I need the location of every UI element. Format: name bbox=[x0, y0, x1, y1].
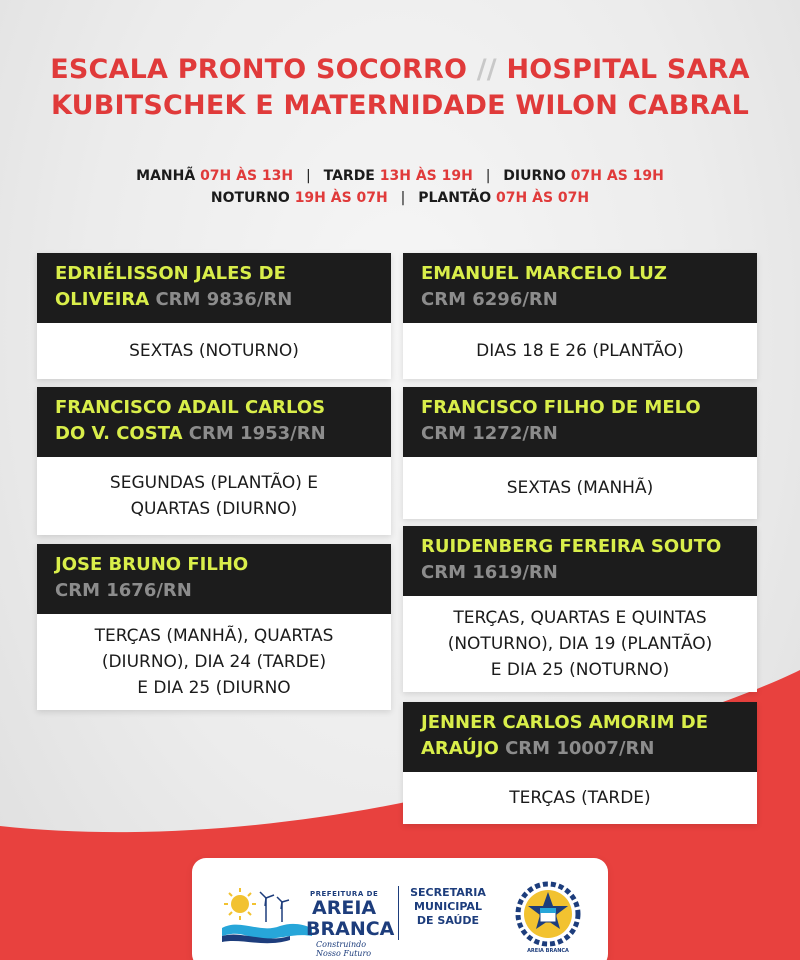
doctor-name: OLIVEIRA bbox=[55, 289, 150, 310]
municipal-coat-of-arms-icon bbox=[512, 876, 584, 954]
shift-tarde-time: 13H ÀS 19H bbox=[379, 168, 473, 184]
doctor-name: EDRIÉLISSON JALES DE bbox=[55, 263, 286, 284]
doctor-card bbox=[403, 702, 757, 824]
prefeitura-logo bbox=[220, 878, 395, 958]
doctor-name: RUIDENBERG FEREIRA SOUTO bbox=[421, 536, 722, 557]
doctor-card bbox=[37, 544, 391, 710]
shift-manha-time: 07H ÀS 13H bbox=[200, 168, 294, 184]
doctor-name: JENNER CARLOS AMORIM DE bbox=[421, 712, 709, 733]
doctor-crm: CRM 1619/RN bbox=[421, 562, 558, 583]
logo-slogan: Construindo Nosso Futuro bbox=[316, 940, 372, 958]
emblem-label: AREIA BRANCA bbox=[527, 948, 569, 954]
doctor-crm: CRM 9836/RN bbox=[155, 289, 293, 310]
shift-legend bbox=[0, 165, 800, 209]
page-title bbox=[0, 52, 800, 124]
shift-diurno-label: DIURNO bbox=[503, 168, 566, 184]
shift-noturno-label: NOTURNO bbox=[210, 190, 290, 206]
doctor-card bbox=[37, 387, 391, 535]
doctor-card-header bbox=[403, 387, 757, 457]
doctor-crm: CRM 1272/RN bbox=[421, 423, 558, 444]
title-line-2: KUBITSCHEK E MATERNIDADE WILON CABRAL bbox=[50, 90, 749, 121]
doctor-name: DO V. COSTA bbox=[55, 423, 183, 444]
doctor-schedule: TERÇAS (MANHÃ), QUARTAS (DIURNO), DIA 24 (TARDE) E DIA 25 (DIURNO bbox=[37, 614, 391, 710]
title-line-1: ESCALA PRONTO SOCORRO // HOSPITAL SARA bbox=[50, 54, 750, 85]
shift-legend-line-1 bbox=[0, 165, 800, 187]
doctor-name: ARAÚJO bbox=[421, 738, 499, 759]
doctor-card bbox=[403, 253, 757, 379]
shift-diurno-time: 07H AS 19H bbox=[570, 168, 664, 184]
shift-separator: | bbox=[306, 168, 311, 184]
doctor-card-header bbox=[403, 253, 757, 323]
doctor-schedule: SEGUNDAS (PLANTÃO) E QUARTAS (DIURNO) bbox=[37, 457, 391, 535]
doctor-card bbox=[403, 387, 757, 519]
doctor-card bbox=[403, 526, 757, 692]
doctor-crm: CRM 1676/RN bbox=[55, 580, 192, 601]
doctor-card-header bbox=[37, 387, 391, 457]
sun-windmill-wave-icon bbox=[220, 878, 316, 948]
shift-legend-line-2 bbox=[0, 187, 800, 209]
doctor-schedule: SEXTAS (NOTURNO) bbox=[37, 323, 391, 379]
logo-areia-text: AREIA bbox=[312, 897, 377, 919]
secretaria-text: SECRETARIA MUNICIPAL DE SAÚDE bbox=[410, 886, 486, 927]
doctor-name: FRANCISCO FILHO DE MELO bbox=[421, 397, 701, 418]
shift-tarde-label: TARDE bbox=[323, 168, 375, 184]
doctor-card-header bbox=[37, 253, 391, 323]
shift-manha-label: MANHÃ bbox=[136, 168, 196, 184]
doctor-crm: CRM 6296/RN bbox=[421, 289, 558, 310]
doctor-card-header bbox=[37, 544, 391, 614]
doctor-card bbox=[37, 253, 391, 379]
logo-branca-text: BRANCA bbox=[306, 918, 395, 940]
shift-separator: | bbox=[400, 190, 406, 206]
doctor-card-header bbox=[403, 702, 757, 772]
doctor-name: JOSE BRUNO FILHO bbox=[55, 554, 249, 575]
doctor-crm: CRM 10007/RN bbox=[505, 738, 655, 759]
doctor-name: FRANCISCO ADAIL CARLOS bbox=[55, 397, 326, 418]
doctor-schedule: TERÇAS (TARDE) bbox=[403, 772, 757, 824]
shift-separator: | bbox=[485, 168, 491, 184]
shift-plantao-time: 07H ÀS 07H bbox=[496, 190, 590, 206]
shift-noturno-time: 19H ÀS 07H bbox=[294, 190, 388, 206]
footer-logos bbox=[192, 858, 608, 960]
doctor-schedule: DIAS 18 E 26 (PLANTÃO) bbox=[403, 323, 757, 379]
logo-prefeitura-text: PREFEITURA DE bbox=[310, 890, 379, 898]
doctor-schedule: TERÇAS, QUARTAS E QUINTAS (NOTURNO), DIA 19 (PLANTÃO) E DIA 25 (NOTURNO) bbox=[403, 596, 757, 692]
doctor-schedule: SEXTAS (MANHÃ) bbox=[403, 457, 757, 519]
shift-plantao-label: PLANTÃO bbox=[418, 190, 492, 206]
footer-divider bbox=[398, 886, 399, 940]
title-separator: // bbox=[476, 54, 497, 85]
doctor-card-header bbox=[403, 526, 757, 596]
doctor-crm: CRM 1953/RN bbox=[188, 423, 326, 444]
doctor-name: EMANUEL MARCELO LUZ bbox=[421, 263, 667, 284]
